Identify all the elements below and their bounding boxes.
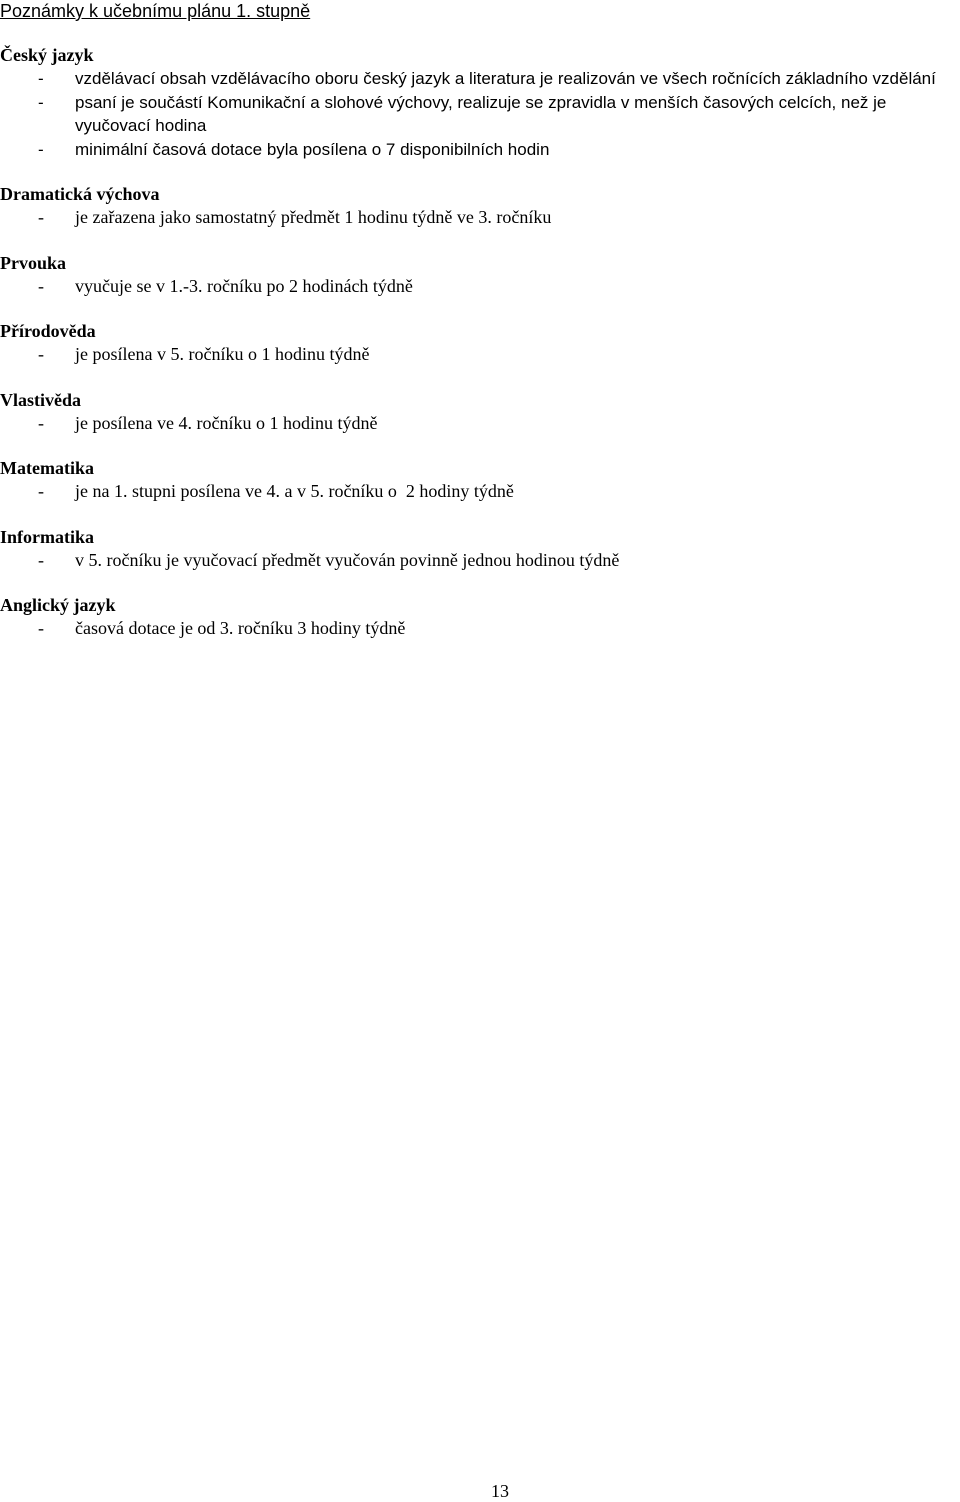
- list-item: [0, 549, 960, 573]
- list-item-text: časová dotace je od 3. ročníku 3 hodiny týdně: [75, 618, 406, 638]
- bullet-dash: -: [38, 549, 44, 570]
- section-prvouka: [0, 252, 960, 299]
- section-cesky-jazyk: [0, 44, 960, 161]
- list-item: [0, 67, 960, 91]
- list-item: [0, 91, 960, 138]
- section-anglicky-jazyk: [0, 594, 960, 641]
- section-heading: Vlastivěda: [0, 389, 81, 410]
- list-item-text: psaní je součástí Komunikační a slohové výchovy, realizuje se zpravidla v menších časových celcích, než je vyučovací hodina: [75, 92, 887, 135]
- list-item-text: vyučuje se v 1.-3. ročníku po 2 hodinách týdně: [75, 275, 413, 296]
- bullet-dash: -: [38, 92, 44, 112]
- section-vlastiveda: [0, 389, 960, 436]
- list-item: [0, 138, 960, 162]
- section-heading: Anglický jazyk: [0, 595, 116, 615]
- list-item-text: vzdělávací obsah vzdělávacího oboru český jazyk a literatura je realizován ve všech ročnících základního vzdělání: [75, 69, 936, 88]
- bullet-dash: -: [38, 481, 44, 501]
- section-matematika: [0, 457, 960, 504]
- list-item: [0, 617, 960, 641]
- bullet-dash: -: [38, 412, 44, 433]
- list-item: [0, 480, 960, 504]
- bullet-dash: -: [38, 275, 44, 296]
- bullet-dash: -: [38, 344, 44, 364]
- list-item: [0, 412, 960, 436]
- bullet-dash: -: [38, 139, 44, 159]
- bullet-dash: -: [38, 69, 44, 88]
- section-heading: Český jazyk: [0, 45, 94, 65]
- section-prirodoveda: [0, 320, 960, 367]
- page-title: Poznámky k učebnímu plánu 1. stupně: [0, 1, 311, 21]
- list-item: [0, 206, 960, 230]
- section-heading: Přírodověda: [0, 321, 96, 341]
- list-item-text: minimální časová dotace byla posílena o 7 disponibilních hodin: [75, 139, 550, 159]
- notes-content: [0, 44, 960, 663]
- list-item-text: je posílena v 5. ročníku o 1 hodinu týdně: [75, 344, 370, 364]
- section-heading: Informatika: [0, 526, 94, 547]
- page-number: 13: [491, 1481, 509, 1501]
- list-item-text: je posílena ve 4. ročníku o 1 hodinu týdně: [75, 412, 378, 433]
- bullet-dash: -: [38, 207, 44, 227]
- section-heading: Matematika: [0, 458, 94, 478]
- list-item-text: je zařazena jako samostatný předmět 1 hodinu týdně ve 3. ročníku: [75, 207, 552, 227]
- section-informatika: [0, 526, 960, 573]
- section-dramaticka-vychova: [0, 183, 960, 230]
- list-item: [0, 275, 960, 299]
- list-item: [0, 343, 960, 367]
- list-item-text: je na 1. stupni posílena ve 4. a v 5. ročníku o 2 hodiny týdně: [75, 481, 514, 501]
- list-item-text: v 5. ročníku je vyučovací předmět vyučován povinně jednou hodinou týdně: [75, 549, 620, 570]
- section-heading: Dramatická výchova: [0, 184, 160, 204]
- bullet-dash: -: [38, 618, 44, 638]
- section-heading: Prvouka: [0, 252, 67, 273]
